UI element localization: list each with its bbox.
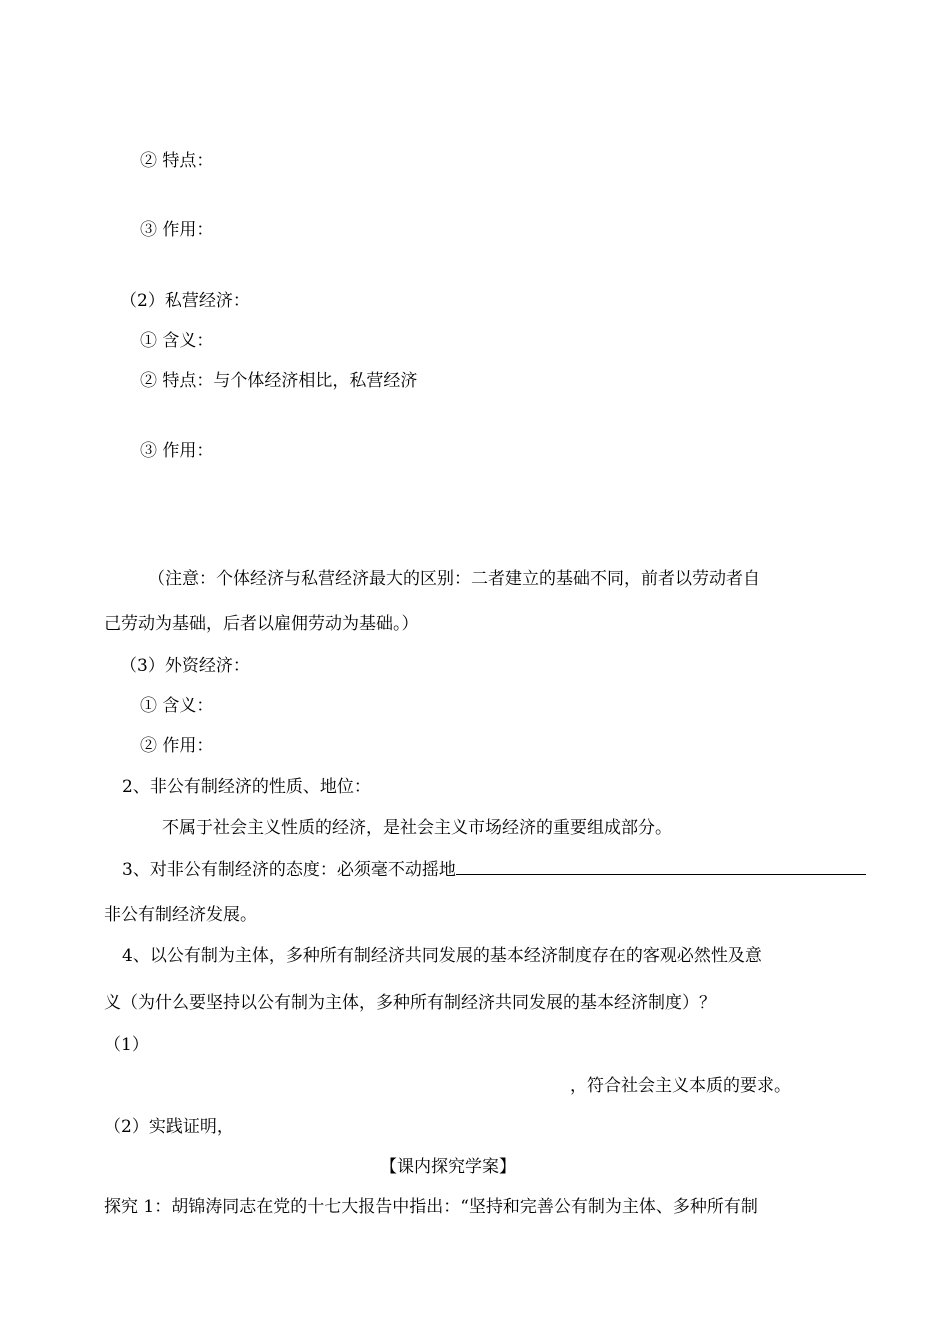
point-3-continuation: 非公有制经济发展。	[104, 905, 257, 925]
point-4-line-1: 4、以公有制为主体，多种所有制经济共同发展的基本经济制度存在的客观必然性及意	[122, 946, 762, 966]
note-line-2: 己劳动为基础，后者以雇佣劳动为基础。）	[104, 614, 419, 634]
point-2-heading: 2、非公有制经济的性质、地位：	[122, 777, 371, 797]
point-4-sub-1-end: ，符合社会主义本质的要求。	[570, 1076, 791, 1096]
private-meaning: ① 含义：	[140, 331, 214, 351]
foreign-economy-heading: （3）外资经济：	[120, 656, 250, 676]
item-function: ③ 作用：	[140, 220, 214, 240]
private-economy-heading: （2）私营经济：	[120, 291, 250, 311]
note-line-1: （注意：个体经济与私营经济最大的区别：二者建立的基础不同，前者以劳动者自	[148, 569, 760, 589]
inquiry-section-title: 【课内探究学案】	[380, 1157, 516, 1177]
foreign-function: ② 作用：	[140, 736, 214, 756]
inquiry-line-1: 探究 1：胡锦涛同志在党的十七大报告中指出：“坚持和完善公有制为主体、多种所有制	[104, 1197, 758, 1217]
point-2-body: 不属于社会主义性质的经济，是社会主义市场经济的重要组成部分。	[162, 818, 672, 838]
point-4-sub-1-label: （1）	[104, 1035, 149, 1055]
point-4-sub-2-label: （2）实践证明，	[104, 1117, 234, 1137]
private-characteristics: ② 特点：与个体经济相比，私营经济	[140, 371, 418, 391]
point-3-text	[122, 858, 866, 881]
item-characteristics: ② 特点：	[140, 151, 214, 171]
foreign-meaning: ① 含义：	[140, 696, 214, 716]
point-3-prefix: 3、对非公有制经济的态度：必须毫不动摇地	[122, 860, 456, 880]
private-function: ③ 作用：	[140, 441, 214, 461]
point-4-line-2: 义（为什么要坚持以公有制为主体，多种所有制经济共同发展的基本经济制度）？	[104, 993, 716, 1013]
fill-in-blank	[456, 858, 866, 875]
